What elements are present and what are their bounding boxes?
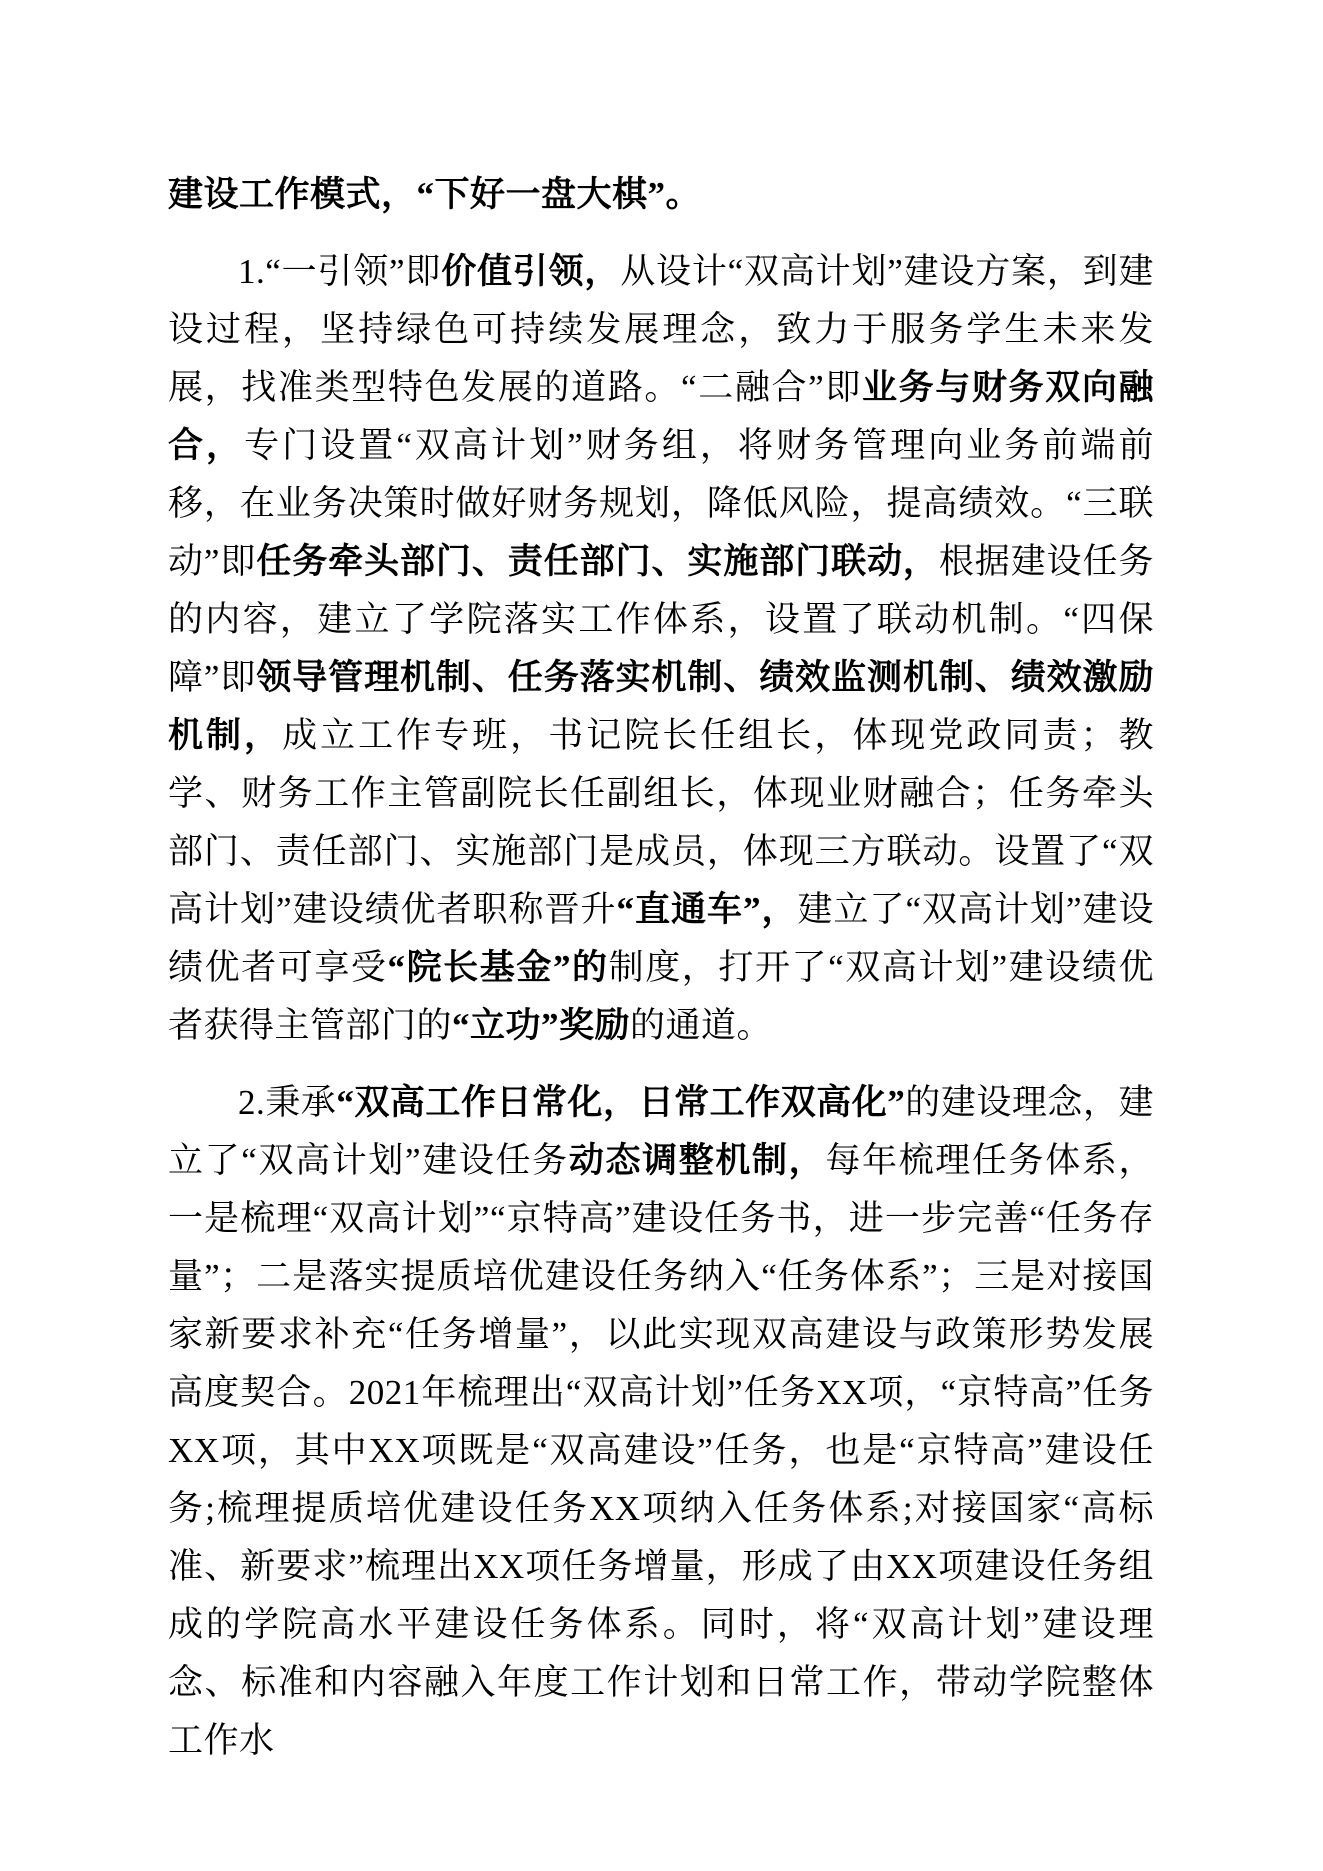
bold-text-run: “双高工作日常化，日常工作双高化”	[336, 1083, 906, 1122]
text-run: 制度，打开了“双高计划”建设绩优者获得主管部门的	[168, 948, 1154, 1045]
bold-text-run: “直通车”，	[616, 890, 798, 929]
bold-text-run: 业务与财务双向融合，	[168, 368, 1154, 465]
bold-text-run: 任务牵头部门、责任部门、实施部门联动，	[256, 542, 939, 581]
text-run: 每年梳理任务体系，一是梳理“双高计划”“京特高”建设任务书，进一步完善“任务存量”；二是落实提质培优建设任务纳入“任务体系”；三是对接国家新要求补充“任务增量”，以此实现双高建设与政策形势发展高度契合。2021年梳理出“双高计划”任务XX项，“京特高”任务XX项，其中XX项既是“双高建设”任务，也是“京特高”建设任务;梳理提质培优建设任务XX项纳入任务体系;对接国家“高标准、新要求”梳理出XX项任务增量，形成了由XX项建设任务组成的学院高水平建设任务体系。同时，将“双高计划”建设理念、标准和内容融入年度工作计划和日常工作，带动学院整体工作水	[168, 1141, 1154, 1760]
text-run: 的通道。	[630, 1006, 773, 1045]
document-body	[168, 166, 1154, 1770]
bold-text-run: 建设工作模式，“下好一盘大棋”。	[168, 175, 702, 214]
text-run: 专门设置“双高计划”财务组，将财务管理向业务前端前移，在业务决策时做好财务规划，降低风险，提高绩效。“三联动”即	[168, 426, 1154, 581]
text-run: 建立了“双高计划”建设绩优者可享受	[168, 890, 1154, 987]
bold-text-run: “院长基金”的	[387, 948, 609, 987]
bold-text-run: “立功”奖励	[452, 1006, 631, 1045]
text-run: 从设计“双高计划”建设方案，到建设过程，坚持绿色可持续发展理念，致力于服务学生未来发展，找准类型特色发展的道路。“二融合”即	[168, 252, 1154, 407]
text-run: 2.秉承	[238, 1083, 337, 1122]
paragraph	[168, 166, 1154, 224]
paragraph	[168, 1074, 1154, 1770]
text-run: 成立工作专班，书记院长任组长，体现党政同责；教学、财务工作主管副院长任副组长，体现业财融合；任务牵头部门、责任部门、实施部门是成员，体现三方联动。设置了“双高计划”建设绩优者职称晋升	[168, 716, 1154, 929]
bold-text-run: 价值引领，	[441, 252, 621, 291]
bold-text-run: 动态调整机制，	[568, 1141, 826, 1180]
text-run: 根据建设任务的内容，建立了学院落实工作体系，设置了联动机制。“四保障”即	[168, 542, 1154, 697]
text-run: 1.“一引领”即	[238, 252, 442, 291]
text-run: 的建设理念，建立了“双高计划”建设任务	[168, 1083, 1154, 1180]
bold-text-run: 领导管理机制、任务落实机制、绩效监测机制、绩效激励机制，	[168, 658, 1154, 755]
paragraph	[168, 243, 1154, 1055]
